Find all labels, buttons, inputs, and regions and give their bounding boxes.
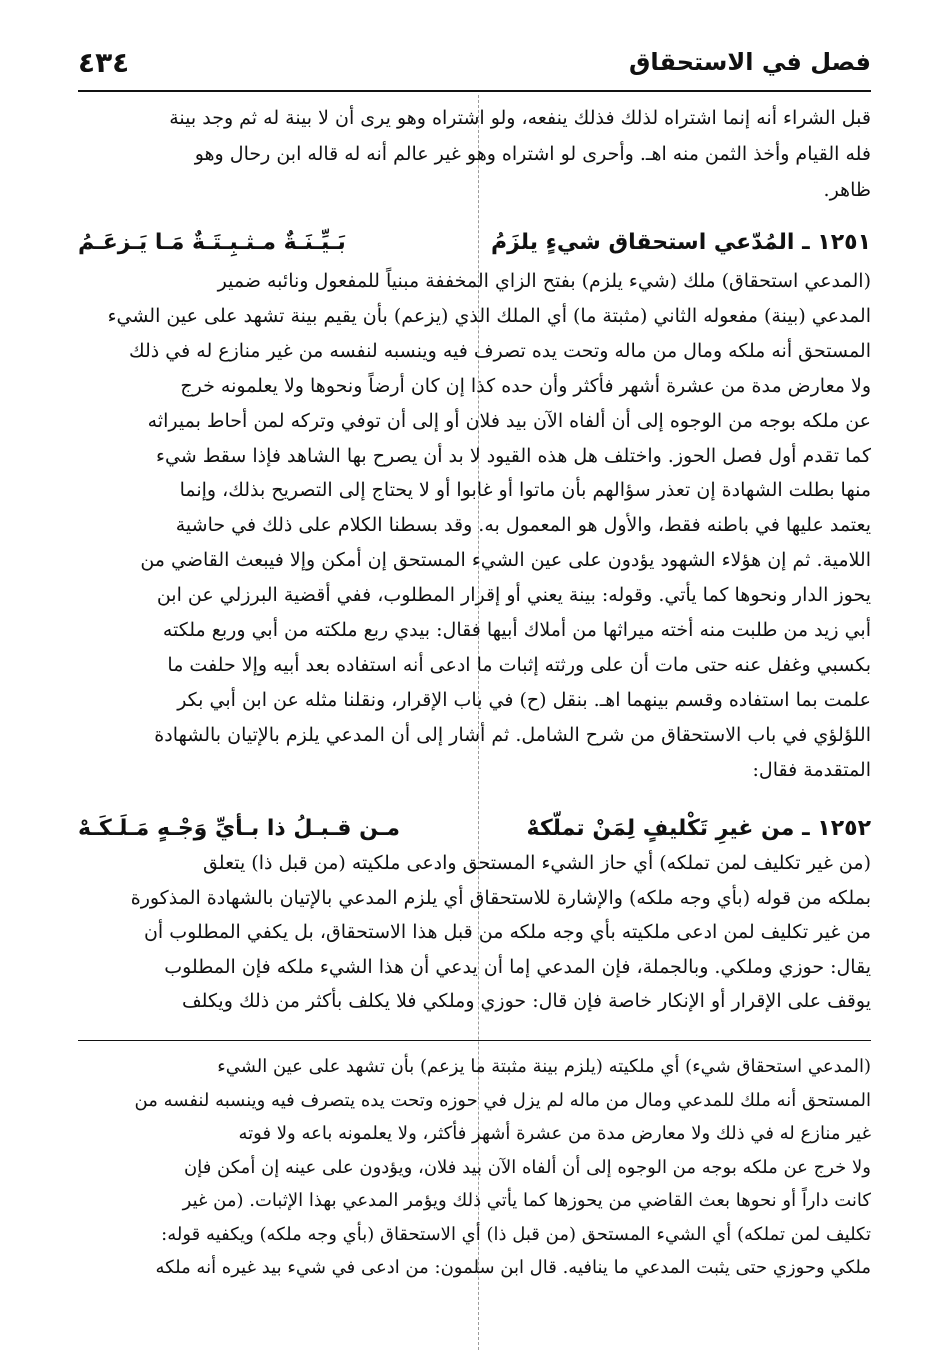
- text-line: المستحق أنه ملك للمدعي ومال من ماله لم يزل في حوزه وتحت يده يتصرف فيه وينسبه لنفسه من: [134, 1089, 871, 1111]
- text-line: من غير تكليف لمن ادعى ملكيته بأي وجه ملكه من قبل هذا الاستحقاق، بل يكفي المطلوب أن: [143, 921, 871, 944]
- text-line: بملكه من قوله (بأي وجه ملكه) والإشارة للاستحقاق أي يلزم المدعي بالإتيان بالشهادة المذكورة: [130, 886, 871, 909]
- verse-first-hemistich: ١٢٥١ ـ المُدّعي استحقاق شيءٍ يلزَمُ: [490, 229, 871, 255]
- verse-1252: [78, 808, 871, 848]
- text-line: المتقدمة فقال:: [752, 758, 871, 781]
- running-title: فصل في الاستحقاق: [628, 48, 871, 76]
- text-line: المدعي (بينة) مفعوله الثاني (مثبتة ما) أي الملك الذي (يزعم) بأن يقيم بينة تشهد على عين الشيء: [107, 304, 871, 327]
- text-line: ولا معارض مدة من عشرة أشهر فأكثر وأن حده كذا إن كان أرضاً ونحوها ولا يعلمونه خرج: [180, 374, 871, 397]
- verse-first-hemistich: ١٢٥٢ ـ من غيرِ تَكْليفٍ لِمَنْ تملّكهْ: [526, 815, 871, 841]
- text-line: فله القيام وأخذ الثمن منه اهـ. وأحرى لو اشتراه وهو غير عالم أنه له قاله ابن رحال وهو: [194, 143, 871, 165]
- footnote-block: [78, 1050, 871, 1285]
- commentary-1252: [78, 846, 871, 1019]
- text-line: يعتمد عليها في باطنه فقط، والأول هو المعمول به. وقد بسطنا الكلام على ذلك في حاشية: [175, 514, 871, 537]
- commentary-1251: [78, 264, 871, 788]
- text-line: (المدعي استحقاق شيء) أي ملكيته (يلزم بينة مثبتة ما يزعم) بأن تشهد على عين الشيء: [217, 1056, 871, 1077]
- text-line: علمت بما استفاده وقسم بينهما اهـ. بنقل (ح) في باب الإقرار، ونقلنا مثله عن ابن أبي بكر: [177, 688, 871, 711]
- verse-1251: [78, 222, 871, 262]
- text-line: يوقف على الإقرار أو الإنكار خاصة فإن قال: حوزي وملكي فلا يكلف بأكثر من ذلك ويكلف: [181, 990, 871, 1013]
- intro-paragraph: [78, 100, 871, 208]
- text-line: المستحق أنه ملكه ومال من ماله وتحت يده تصرف فيه وينسبه لنفسه من غير منازع له في ذلك: [129, 339, 871, 362]
- text-line: غير منازع له في ذلك ولا معارض مدة من عشرة أشهر فأكثر، ولا يعلمونه باعه ولا فوته: [238, 1123, 871, 1144]
- page-header: [78, 38, 871, 86]
- text-line: أبي زيد من طلبت منه أخته ميراثها من أملاك أبيها فقال: بيدي ربع ملكته من أبي وربع ملكته: [162, 619, 871, 642]
- text-line: (المدعي استحقاق) ملك (شيء يلزم) بفتح الزاي المخففة مبنياً للمفعول ونائبه ضمير: [217, 270, 871, 292]
- text-line: ظاهر.: [823, 179, 871, 201]
- text-line: يقال: حوزي وملكي. وبالجملة، فإن المدعي إما أن يدعي أن هذا الشيء ملكه فإن المطلوب: [164, 955, 871, 978]
- text-line: (من غير تكليف لمن تملكه) أي حاز الشيء المستحق وادعى ملكيته (من قبل ذا) يتعلق: [202, 852, 871, 874]
- text-line: كما تقدم أول فصل الحوز. واختلف هل هذه القيود لا بد أن يصرح بها الشاهد فإذا سقط شيء: [156, 444, 871, 467]
- footnote-divider: [78, 1040, 871, 1041]
- text-line: عن ملكه بوجه من الوجوه إلى أن ألفاه الآن بيد فلان أو إلى أن توفي وتركه لمن أحاط بميراثه: [147, 409, 871, 432]
- text-line: تكليف لمن تملكه) أي الشيء المستحق (من قبل ذا) أي الاستحقاق (بأي وجه ملكه) ويكفيه قوله:: [161, 1223, 871, 1245]
- text-line: بكسبي وغفل عنه حتى مات أن على ورثته إثبات ما ادعى أنه استفاده بعد أبيه وإلا حلفت ما: [167, 653, 871, 676]
- verse-second-hemistich: بَـيِّـنَـةٌ مـثـبِـتَـةٌ مَـا يَـزعَـمُ: [78, 229, 346, 255]
- page-number: ٤٣٤: [78, 45, 130, 79]
- text-line: ولا خرج عن ملكه بوجه من الوجوه إلى أن ألفاه الآن بيد فلان، ويؤدون على عينه إن أمكن فإن: [184, 1156, 871, 1178]
- text-line: اللؤلؤي في باب الاستحقاق من شرح الشامل. ثم أشار إلى أن المدعي يلزم بالإتيان بالشهادة: [154, 723, 871, 746]
- text-line: قبل الشراء أنه إنما اشتراه لذلك فذلك ينفعه، ولو اشتراه وهو يرى أن لا بينة له ثم وجد بينة: [169, 107, 871, 129]
- text-line: ملكي وحوزي حتى يثبت المدعي ما ينافيه. قال ابن سلمون: من ادعى في شيء بيد غيره أنه ملكه: [155, 1257, 871, 1278]
- header-divider: [78, 90, 871, 92]
- text-line: منها بطلت الشهادة إن تعذر سؤالهم بأن ماتوا أو غابوا أو لا يحتاج إلى التصريح بذلك، وإنما: [179, 479, 871, 502]
- verse-second-hemistich: مـن قـبـلُ ذا بـأيِّ وَجْـهٍ مَـلَـكَـهْ: [78, 815, 401, 841]
- text-line: اللامية. ثم إن هؤلاء الشهود يؤدون على عين الشيء المستحق إن أمكن وإلا فيبعث القاضي من: [140, 549, 871, 572]
- text-line: يحوز الدار ونحوها كما يأتي. وقوله: بينة يعني أو إقرار المطلوب، ففي أقضية البرزلي عن ابن: [156, 584, 871, 607]
- text-line: كانت داراً أو نحوها بعث القاضي من يحوزها كما يأتي ذلك ويؤمر المدعي بهذا الإثبات. (من غير: [182, 1190, 871, 1211]
